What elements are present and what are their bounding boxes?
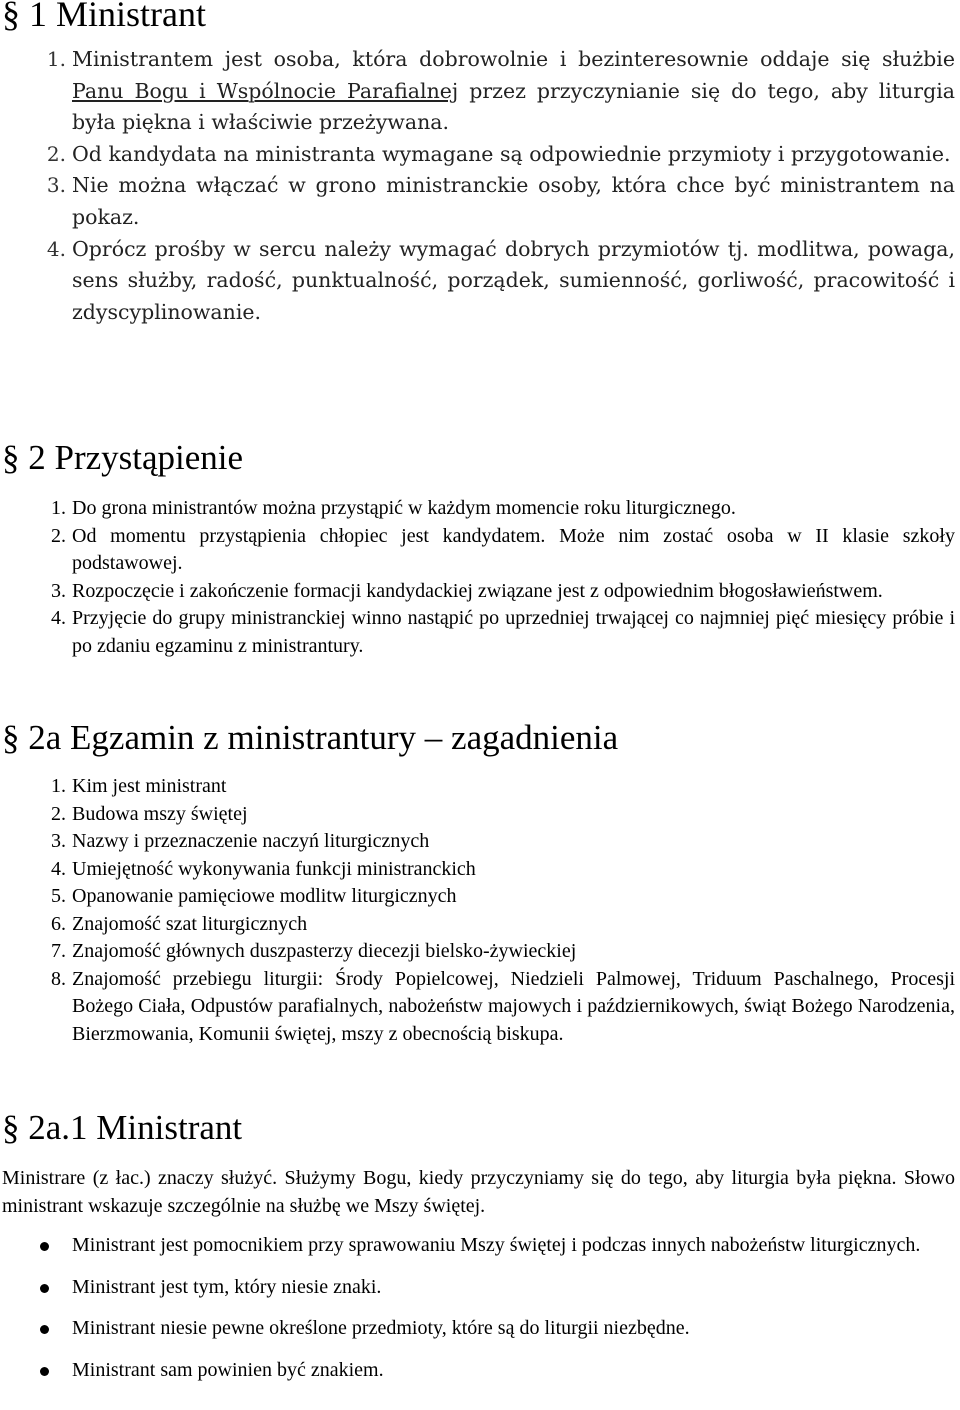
bullet-item	[0, 1274, 960, 1302]
list-item	[0, 828, 960, 856]
list-text: Do grona ministrantów można przystąpić w każdym momencie roku liturgicznego.	[72, 497, 736, 519]
list-item	[0, 44, 960, 139]
list-number: 1.	[46, 47, 66, 71]
list-item	[0, 495, 960, 523]
list-number: 4.	[51, 607, 66, 629]
list-number: 2.	[51, 524, 66, 547]
list-text: Nazwy i przeznaczenie naczyń liturgicznych	[72, 830, 430, 852]
list-number: 1.	[51, 775, 66, 797]
bullet-list	[0, 1232, 960, 1398]
exam-topics-list	[0, 773, 960, 1048]
list-number: 4.	[51, 857, 66, 880]
list-text: Ministrantem jest osoba, która dobrowolnie i bezinteresownie oddaje się służbie	[72, 47, 955, 71]
bullet-item	[0, 1232, 960, 1260]
section-2-list	[0, 495, 960, 660]
list-item	[0, 938, 960, 966]
section-sign: §	[2, 1108, 20, 1147]
list-item	[0, 578, 960, 606]
list-text: Znajomość przebiegu liturgii: Środy Popielcowej, Niedzieli Palmowej, Triduum Paschalnego, Procesji Bożego Ciała, Odpustów parafialnych, nabożeństw majowych i październikowych, świąt Bożego Narodzenia, Bierzmowania, Komunii świętej, mszy z obecnością biskupa.	[72, 967, 955, 1045]
list-item	[0, 605, 960, 660]
list-item	[0, 170, 960, 233]
list-text: Umiejętność wykonywania funkcji ministranckich	[72, 857, 476, 880]
section-sign: §	[2, 718, 20, 757]
list-item	[0, 966, 960, 1049]
list-number: 7.	[51, 940, 66, 962]
section-2a1-heading	[2, 1110, 242, 1145]
list-text: Przyjęcie do grupy ministranckiej winno nastąpić po uprzedniej trwającej co najmniej pięć miesięcy próbie i po zdaniu egzaminu z ministrantury.	[72, 607, 955, 657]
section-title: 2a Egzamin z ministrantury – zagadnienia	[28, 718, 619, 757]
bullet-text: Ministrant sam powinien być znakiem.	[72, 1358, 384, 1381]
list-item	[0, 883, 960, 911]
list-number: 2.	[46, 141, 66, 166]
list-number: 4.	[46, 236, 66, 261]
bullet-icon	[40, 1367, 49, 1376]
list-number: 3.	[51, 579, 66, 602]
section-2a-heading	[2, 720, 618, 755]
underlined-text: Panu Bogu i Wspólnocie Parafialnej	[72, 78, 459, 103]
list-item	[0, 234, 960, 329]
list-text: Od momentu przystąpienia chłopiec jest kandydatem. Może nim zostać osoba w II klasie szkoły podstawowej.	[72, 524, 955, 574]
list-number: 3.	[51, 830, 66, 852]
bullet-item	[0, 1357, 960, 1385]
list-number: 6.	[51, 912, 66, 935]
list-number: 3.	[46, 173, 66, 198]
bullet-icon	[40, 1284, 49, 1293]
list-text: Oprócz prośby w sercu należy wymagać dobrych przymiotów tj. modlitwa, powaga, sens służby, radość, punktualność, porządek, sumienność, gorliwość, pracowitość i zdyscyplinowanie.	[72, 236, 955, 324]
list-item	[0, 856, 960, 884]
list-text: Budowa mszy świętej	[72, 802, 248, 825]
list-text: Opanowanie pamięciowe modlitw liturgicznych	[72, 885, 457, 907]
list-text: Nie można włączać w grono ministranckie osoby, która chce być ministrantem na pokaz.	[72, 173, 955, 229]
bullet-icon	[40, 1325, 49, 1334]
section-sign: §	[2, 0, 20, 34]
bullet-text: Ministrant jest pomocnikiem przy sprawowaniu Mszy świętej i podczas innych nabożeństw liturgicznych.	[72, 1234, 921, 1256]
section-sign: §	[2, 438, 20, 477]
list-item	[0, 911, 960, 939]
intro-paragraph: Ministrare (z łac.) znaczy służyć. Służymy Bogu, kiedy przyczyniamy się do tego, aby liturgia była piękna. Słowo ministrant wskazuje szczególnie na służbę we Mszy świętej.	[2, 1167, 955, 1217]
list-text: Od kandydata na ministranta wymagane są odpowiednie przymioty i przygotowanie.	[72, 141, 951, 166]
section-1-heading	[2, 0, 206, 32]
list-number: 1.	[51, 497, 66, 519]
bullet-item	[0, 1315, 960, 1343]
section-title: 1 Ministrant	[29, 0, 206, 34]
list-text: Rozpoczęcie i zakończenie formacji kandydackiej związane jest z odpowiednim błogosławieństwem.	[72, 579, 883, 602]
list-number: 8.	[51, 967, 66, 990]
bullet-icon	[40, 1242, 49, 1251]
list-item	[0, 139, 960, 171]
list-text: Znajomość szat liturgicznych	[72, 912, 308, 935]
list-item	[0, 773, 960, 801]
section-2-heading	[2, 440, 243, 475]
list-text: Kim jest ministrant	[72, 775, 227, 797]
bullet-text: Ministrant niesie pewne określone przedmioty, które są do liturgii niezbędne.	[72, 1317, 690, 1339]
list-item	[0, 523, 960, 578]
list-number: 5.	[51, 885, 66, 907]
list-number: 2.	[51, 802, 66, 825]
section-title: 2 Przystąpienie	[28, 438, 244, 477]
section-1-list	[0, 44, 960, 328]
section-title: 2a.1 Ministrant	[28, 1108, 243, 1147]
list-text: przez przyczynianie się do tego, aby liturgia była piękna i właściwie przeżywana.	[72, 78, 955, 135]
list-item	[0, 801, 960, 829]
bullet-text: Ministrant jest tym, który niesie znaki.	[72, 1275, 382, 1298]
list-text: Znajomość głównych duszpasterzy diecezji bielsko-żywieckiej	[72, 940, 577, 962]
